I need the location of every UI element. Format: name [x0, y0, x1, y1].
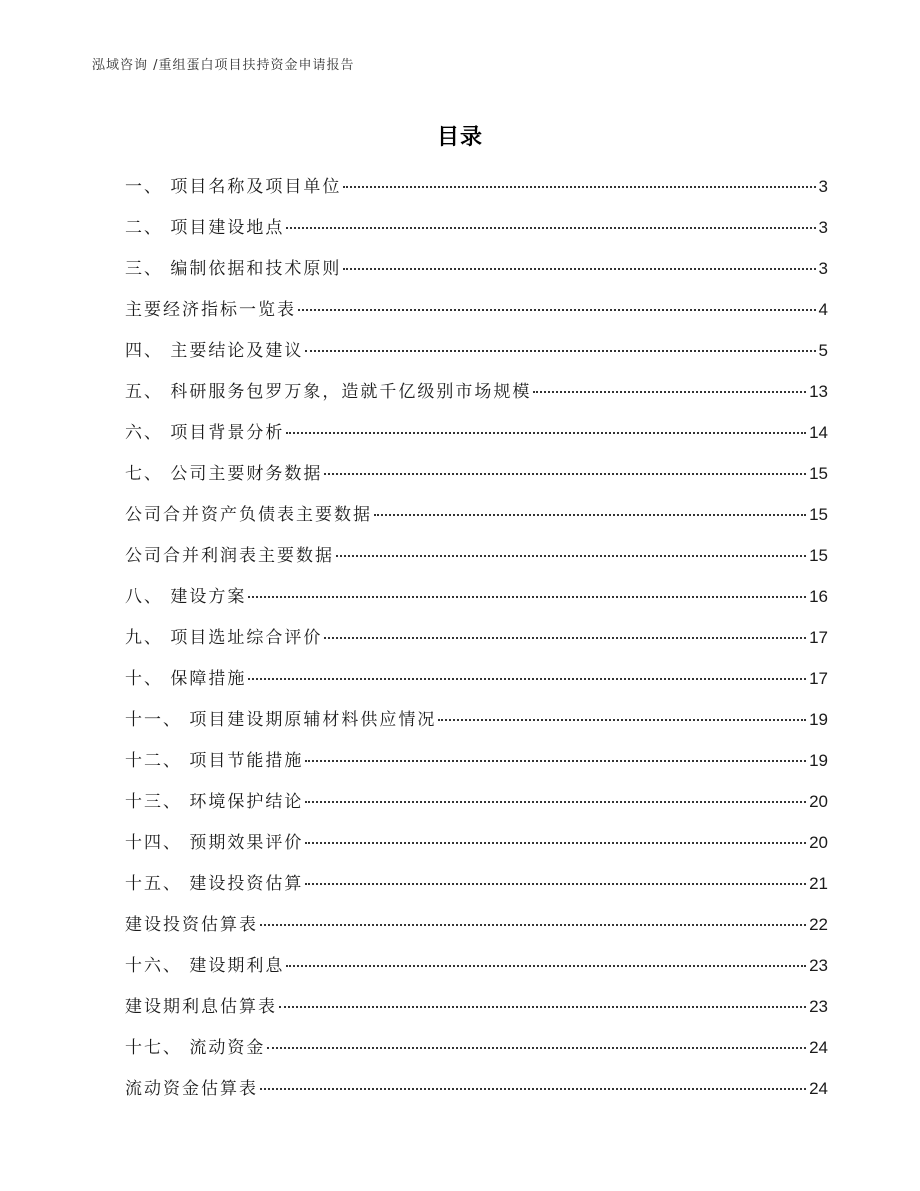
dot-leader: [438, 719, 806, 721]
toc-entry-page: 24: [809, 1038, 828, 1057]
dot-leader: [533, 391, 806, 393]
toc-entry-page: 17: [809, 628, 828, 647]
toc-entry-label: 十六、 建设期利息: [125, 956, 285, 976]
toc-entry-page: 14: [809, 423, 828, 442]
toc-entry-label: 建设期利息估算表: [125, 997, 277, 1017]
toc-entry-page: 19: [809, 751, 828, 770]
dot-leader: [374, 514, 806, 516]
toc-entry-label: 五、 科研服务包罗万象，造就千亿级别市场规模: [125, 382, 532, 402]
toc-entry[interactable]: [125, 869, 828, 910]
dot-leader: [279, 1006, 806, 1008]
toc-entry-label: 十三、 环境保护结论: [125, 792, 304, 812]
page-title: 目录: [436, 125, 483, 150]
toc-entry[interactable]: [125, 254, 828, 295]
dot-leader: [305, 350, 815, 352]
toc-entry[interactable]: [125, 1074, 828, 1115]
page-header: 泓域咨询 /重组蛋白项目扶持资金申请报告: [92, 58, 355, 73]
toc-entry-page: 3: [818, 259, 828, 278]
toc-entry-page: 15: [809, 464, 828, 483]
toc-entry[interactable]: [125, 992, 828, 1033]
toc-entry-page: 20: [809, 833, 828, 852]
toc-entry-label: 十、 保障措施: [125, 669, 247, 689]
toc-entry[interactable]: [125, 828, 828, 869]
toc-entry[interactable]: [125, 459, 828, 500]
toc-entry[interactable]: [125, 951, 828, 992]
toc-entry-label: 十二、 项目节能措施: [125, 751, 304, 771]
toc-entry-label: 十七、 流动资金: [125, 1038, 266, 1058]
toc-entry-page: 15: [809, 546, 828, 565]
toc-entry-page: 23: [809, 997, 828, 1016]
toc-entry[interactable]: [125, 541, 828, 582]
toc-entry-page: 22: [809, 915, 828, 934]
dot-leader: [248, 678, 806, 680]
dot-leader: [324, 637, 806, 639]
toc-entry-page: 24: [809, 1079, 828, 1098]
toc-entry-page: 19: [809, 710, 828, 729]
toc-entry-label: 六、 项目背景分析: [125, 423, 285, 443]
toc-entry[interactable]: [125, 295, 828, 336]
toc-entry[interactable]: [125, 582, 828, 623]
toc-entry-label: 四、 主要结论及建议: [125, 341, 304, 361]
dot-leader: [324, 473, 806, 475]
toc-entry[interactable]: [125, 910, 828, 951]
toc-entry-page: 5: [818, 341, 828, 360]
toc-entry-label: 主要经济指标一览表: [125, 300, 296, 320]
toc-entry-label: 公司合并利润表主要数据: [125, 546, 334, 566]
toc-entry-label: 十一、 项目建设期原辅材料供应情况: [125, 710, 437, 730]
dot-leader: [305, 883, 806, 885]
toc-entry-label: 二、 项目建设地点: [125, 218, 285, 238]
dot-leader: [267, 1047, 806, 1049]
toc-entry-label: 十四、 预期效果评价: [125, 833, 304, 853]
dot-leader: [343, 268, 815, 270]
toc-entry-page: 15: [809, 505, 828, 524]
toc-entry[interactable]: [125, 213, 828, 254]
dot-leader: [248, 596, 806, 598]
toc-entry-page: 3: [818, 177, 828, 196]
toc-entry-page: 3: [818, 218, 828, 237]
toc-entry[interactable]: [125, 664, 828, 705]
toc-entry[interactable]: [125, 336, 828, 377]
toc-entry-page: 13: [809, 382, 828, 401]
toc-entry-label: 九、 项目选址综合评价: [125, 628, 323, 648]
toc-entry-page: 21: [809, 874, 828, 893]
toc-entry-label: 八、 建设方案: [125, 587, 247, 607]
toc-entry[interactable]: [125, 787, 828, 828]
dot-leader: [260, 1088, 806, 1090]
toc-entry[interactable]: [125, 623, 828, 664]
toc-entry-label: 十五、 建设投资估算: [125, 874, 304, 894]
dot-leader: [286, 227, 815, 229]
toc-entry-page: 4: [818, 300, 828, 319]
toc-entry[interactable]: [125, 172, 828, 213]
toc-entry-page: 16: [809, 587, 828, 606]
dot-leader: [298, 309, 816, 311]
dot-leader: [305, 801, 806, 803]
toc-entry-label: 公司合并资产负债表主要数据: [125, 505, 372, 525]
toc-entry-page: 20: [809, 792, 828, 811]
toc-entry[interactable]: [125, 418, 828, 459]
toc-entry[interactable]: [125, 500, 828, 541]
toc-entry-label: 一、 项目名称及项目单位: [125, 177, 342, 197]
toc-entry-page: 17: [809, 669, 828, 688]
dot-leader: [260, 924, 806, 926]
dot-leader: [286, 965, 806, 967]
dot-leader: [286, 432, 806, 434]
toc-entry[interactable]: [125, 746, 828, 787]
toc-entry-page: 23: [809, 956, 828, 975]
table-of-contents: [125, 172, 828, 1115]
dot-leader: [305, 760, 806, 762]
dot-leader: [305, 842, 806, 844]
toc-entry[interactable]: [125, 705, 828, 746]
dot-leader: [343, 186, 815, 188]
toc-entry-label: 七、 公司主要财务数据: [125, 464, 323, 484]
toc-entry-label: 流动资金估算表: [125, 1079, 258, 1099]
toc-entry[interactable]: [125, 377, 828, 418]
toc-entry-label: 三、 编制依据和技术原则: [125, 259, 342, 279]
toc-entry-label: 建设投资估算表: [125, 915, 258, 935]
dot-leader: [336, 555, 806, 557]
toc-entry[interactable]: [125, 1033, 828, 1074]
